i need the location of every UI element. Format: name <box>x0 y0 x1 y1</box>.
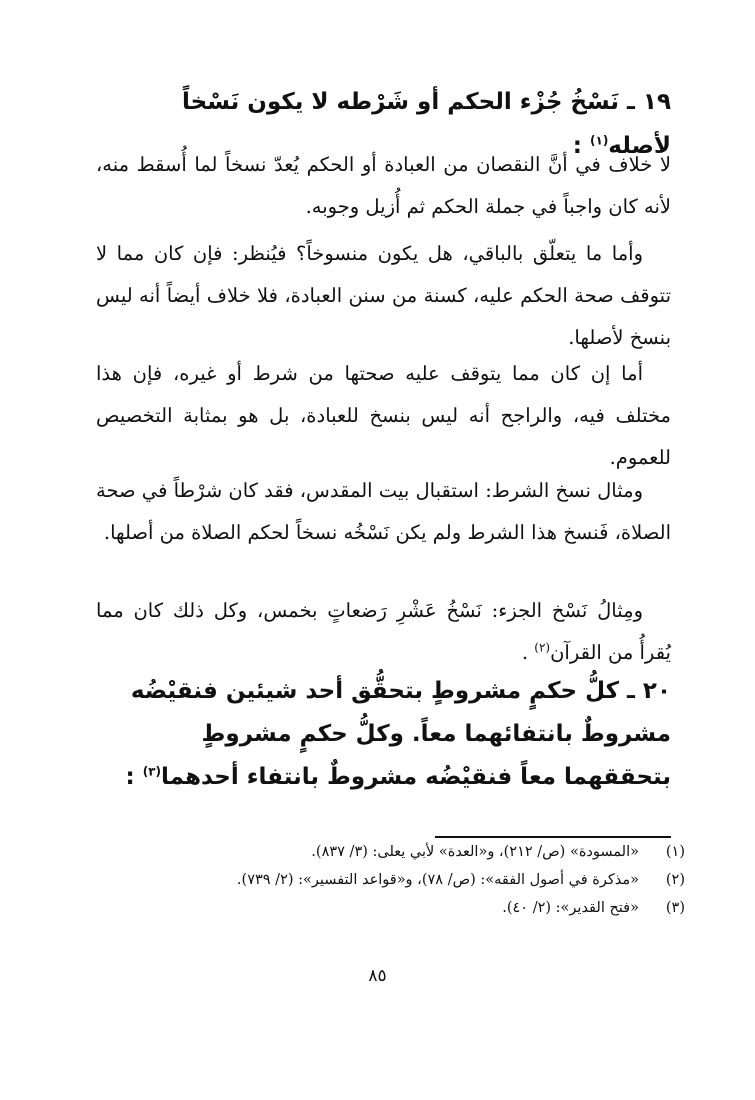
heading-19-footnote-ref[interactable]: (١) <box>590 133 609 148</box>
footnote-2-number: (٢) <box>665 872 685 888</box>
footnote-3-number: (٣) <box>665 900 685 916</box>
footnote-1 <box>96 838 685 866</box>
heading-20-trail: : <box>125 764 135 790</box>
paragraph-4: ومثال نسخ الشرط: استقبال بيت المقدس، فقد كان شرْطاً في صحة الصلاة، فَنسخ هذا الشرط ولم يكن نَسْخُه نسخاً لحكم الصلاة من أصلها. <box>96 479 671 544</box>
heading-20-title: كلُّ حكمٍ مشروطٍ بتحقُّق أحد شيئين فنقيْضُه مشروطٌ بانتفائهما معاً. وكلُّ حكمٍ مشروطٍ بتحققهما معاً فنقيْضُه مشروطٌ بانتفاء أحدهما <box>130 678 671 790</box>
footnote-2-text: «مذكرة في أصول الفقه»: (ص/ ٧٨)، و«قواعد التفسير»: (٢/ ٧٣٩). <box>236 872 639 888</box>
heading-rule-20 <box>96 670 671 799</box>
paragraph-5-trail: . <box>521 641 529 664</box>
footnote-1-text: «المسودة» (ص/ ٢١٢)، و«العدة» لأبي يعلى: (٣/ ٨٣٧). <box>311 844 639 860</box>
heading-19-title: نَسْخُ جُزْء الحكم أو شَرْطه لا يكون نَسْخاً لأصله <box>182 89 671 159</box>
paragraph-1: لا خلاف في أنَّ النقصان من العبادة أو الحكم يُعدّ نسخاً لما أُسقط منه، لأنه كان واجباً في جملة الحكم ثم أُزيل وجوبه. <box>96 153 671 218</box>
paragraph-3: أما إن كان مما يتوقف عليه صحتها من شرط أو غيره، فإن هذا مختلف فيه، والراجح أنه ليس بنسخ للعبادة، بل هو بمثابة التخصيص للعموم. <box>96 362 671 469</box>
footnote-3 <box>96 894 685 922</box>
heading-19-number: ١٩ ـ <box>627 89 671 115</box>
paragraph-5 <box>96 590 671 674</box>
paragraph-5-footnote-ref[interactable]: (٢) <box>534 640 551 655</box>
footnote-1-number: (١) <box>665 844 685 860</box>
page-number: ٨٥ <box>368 966 387 986</box>
heading-20-footnote-ref[interactable]: (٣) <box>142 764 162 779</box>
paragraph-5-text: ومِثالُ نَسْخ الجزء: نَسْخُ عَشْرِ رَضعاتٍ بخمس، وكل ذلك كان مما يُقرأُ من القرآن <box>96 599 671 664</box>
footnote-3-text: «فتح القدير»: (٢/ ٤٠). <box>502 900 639 916</box>
footnote-2 <box>96 866 685 894</box>
footnotes <box>96 838 685 922</box>
heading-20-number: ٢٠ ـ <box>627 678 671 704</box>
paragraph-2: وأما ما يتعلّق بالباقي، هل يكون منسوخاً؟ فيُنظر: فإن كان مما لا تتوقف صحة الحكم عليه، كسنة من سنن العبادة، فلا خلاف أيضاً أنه ليس بنسخ لأصلها. <box>96 242 671 349</box>
heading-19-trail: : <box>572 133 582 159</box>
